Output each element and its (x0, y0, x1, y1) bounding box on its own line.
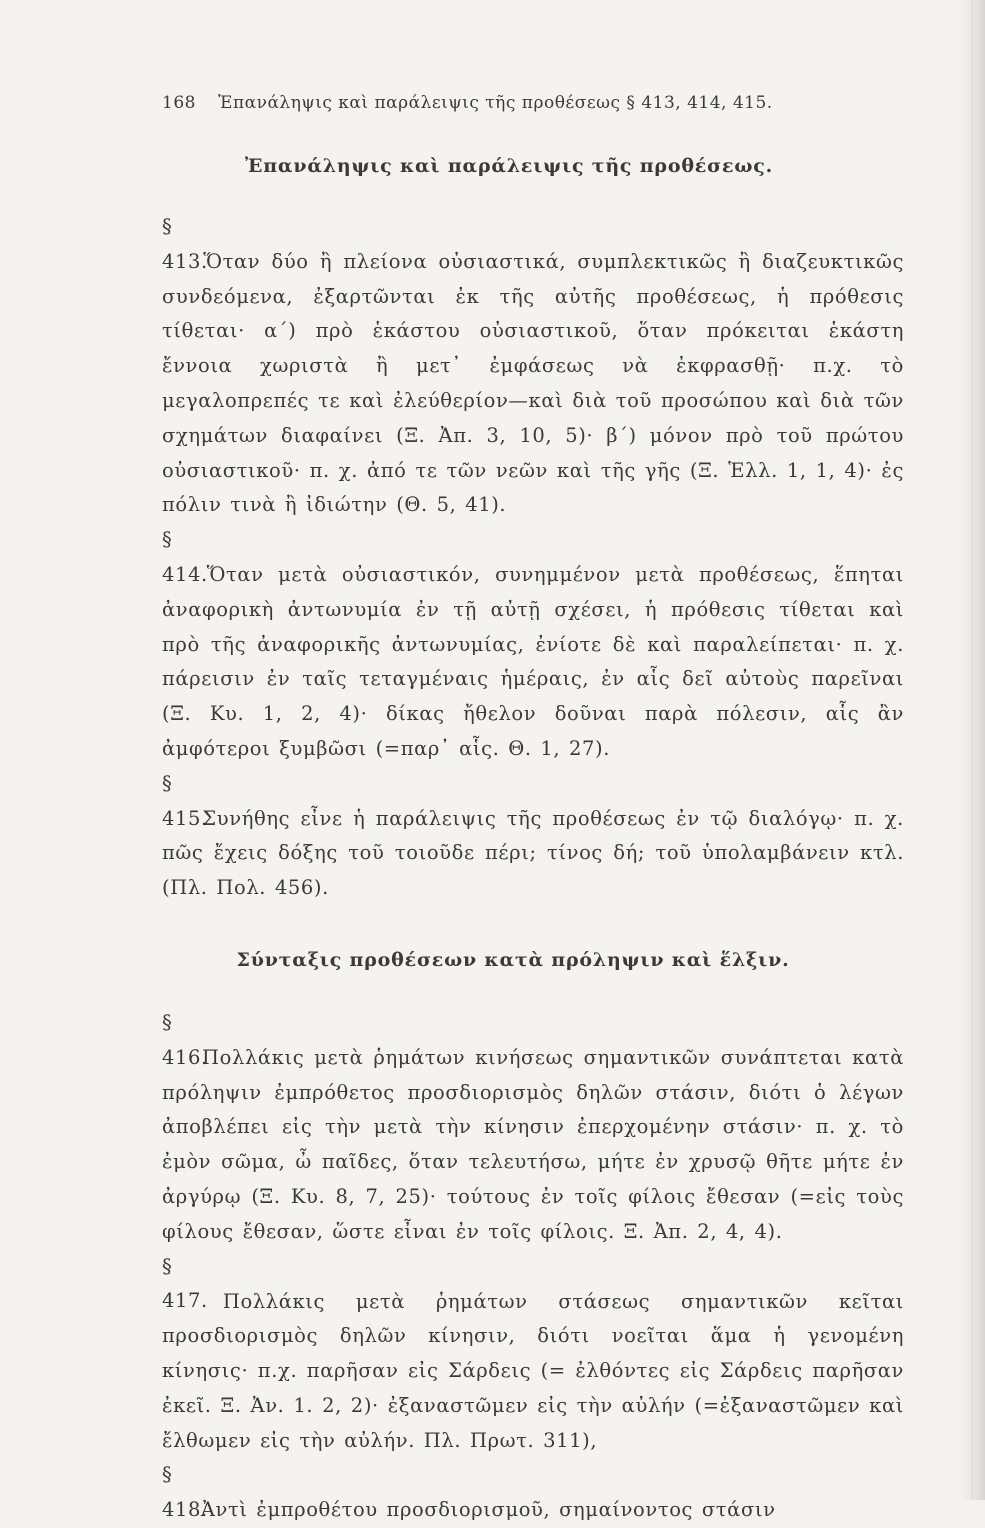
paragraph-415 (162, 767, 904, 906)
section-mark-415: § 415. (162, 771, 208, 830)
paragraph-418 (162, 1458, 904, 1528)
running-head (162, 92, 904, 114)
section-mark-413: § 413. (162, 215, 208, 273)
paragraph-417 (162, 1250, 904, 1459)
paragraph-416-text: Πολλάκις μετὰ ῥημάτων κινήσεως σημαντικῶν συνάπτεται κατὰ πρόληψιν ἐμπρόθετος προσδιορισμὸς δηλῶν στάσιν, διότι ὁ λέγων ἀποβλέπει εἰς τὴν μετὰ τὴν κίνησιν ἐπερχομένην στάσιν· π. χ. τὸ ἐμὸν σῶμα, ὦ παῖδες, ὅταν τελευτήσω, μήτε ἐν χρυσῷ θῆτε μήτε ἐν ἀργύρῳ (Ξ. Κυ. 8, 7, 25)· τούτους ἐν τοῖς φίλοις ἔθεσαν (=εἰς τοὺς φίλους ἔθεσαν, ὥστε εἶναι ἐν τοῖς φίλοις. Ξ. Ἀπ. 2, 4, 4). (162, 1045, 904, 1243)
paragraph-413 (162, 210, 904, 523)
page-edge-line (972, 0, 973, 1500)
page-edge-shadow (957, 0, 985, 1500)
running-head-title: Ἐπανάληψις καὶ παράλειψις τῆς προθέσεως § 413, 414, 415. (217, 93, 773, 113)
section-mark-417: § 417. (162, 1254, 208, 1313)
text-block (162, 92, 904, 1528)
section-heading-repetition: Ἐπανάληψις καὶ παράλειψις τῆς προθέσεως. (244, 155, 773, 177)
paragraph-414 (162, 523, 904, 767)
paragraph-418-text: Ἀντὶ ἐμπροθέτου προσδιορισμοῦ, σημαίνοντος στάσιν (200, 1498, 776, 1522)
paragraph-417-text: Πολλάκις μετὰ ῥημάτων στάσεως σημαντικῶν κεῖται προσδιορισμὸς δηλῶν κίνησιν, διότι νοεῖται ἅμα ἡ γενομένη κίνησις· π.χ. παρῆσαν εἰς Σάρδεις (= ἐλθόντες εἰς Σάρδεις παρῆσαν ἐκεῖ. Ξ. Ἀν. 1. 2, 2)· ἐξαναστῶμεν εἰς τὴν αὐλήν (=ἐξαναστῶμεν καὶ ἔλθωμεν εἰς τὴν αὐλήν. Πλ. Πρωτ. 311), (162, 1289, 904, 1452)
section-mark-416: § 416. (162, 1010, 208, 1069)
page-number: 168 (162, 93, 196, 113)
section-mark-414: § 414. (162, 528, 208, 586)
paragraph-414-text: Ὅταν μετὰ οὐσιαστικόν, συνημμένον μετὰ προθέσεως, ἕπηται ἀναφορικὴ ἀντωνυμία ἐν τῇ αὐτῇ σχέσει, ἡ πρόθεσις τίθεται καὶ πρὸ τῆς ἀναφορικῆς ἀντωνυμίας, ἐνίοτε δὲ καὶ παραλείπεται· π. χ. πάρεισιν ἐν ταῖς τεταγμέναις ἡμέραις, ἐν αἷς δεῖ αὐτοὺς παρεῖναι (Ξ. Κυ. 1, 2, 4)· δίκας ἤθελον δοῦναι παρὰ πόλεσιν, αἷς ἂν ἀμφότεροι ξυμβῶσι (=παρ᾽ αἷς. Θ. 1, 27). (162, 562, 904, 760)
paragraph-416 (162, 1006, 904, 1250)
section-mark-418: § 418. (162, 1463, 208, 1522)
paragraph-415-text: Συνήθης εἶνε ἡ παράλειψις τῆς προθέσεως ἐν τῷ διαλόγῳ· π. χ. πῶς ἔχεις δόξης τοῦ τοιοῦδε πέρι; τίνος δή; τοῦ ὑπολαμβάνειν κτλ. (Πλ. Πολ. 456). (162, 806, 904, 900)
section-heading-prolepsis: Σύνταξις προθέσεων κατὰ πρόληψιν καὶ ἕλξιν. (236, 948, 790, 971)
paragraph-413-text: Ὅταν δύο ἢ πλείονα οὐσιαστικά, συμπλεκτικῶς ἢ διαζευκτικῶς συνδεόμενα, ἐξαρτῶνται ἐκ τῆς αὐτῆς προθέσεως, ἡ πρόθεσις τίθεται· α΄) πρὸ ἑκάστου οὐσιαστικοῦ, ὅταν πρόκειται ἑκάστη ἔννοια χωριστὰ ἢ μετ᾽ ἐμφάσεως νὰ ἐκφρασθῇ· π.χ. τὸ μεγαλοπρεπές τε καὶ ἐλεύθερίον—καὶ διὰ τοῦ προσώπου καὶ διὰ τῶν σχημάτων διαφαίνει (Ξ. Ἀπ. 3, 10, 5)· β΄) μόνον πρὸ τοῦ πρώτου οὐσιαστικοῦ· π. χ. ἀπό τε τῶν νεῶν καὶ τῆς γῆς (Ξ. Ἑλλ. 1, 1, 4)· ἐς πόλιν τινὰ ἢ ἰδιώτην (Θ. 5, 41). (162, 249, 904, 517)
